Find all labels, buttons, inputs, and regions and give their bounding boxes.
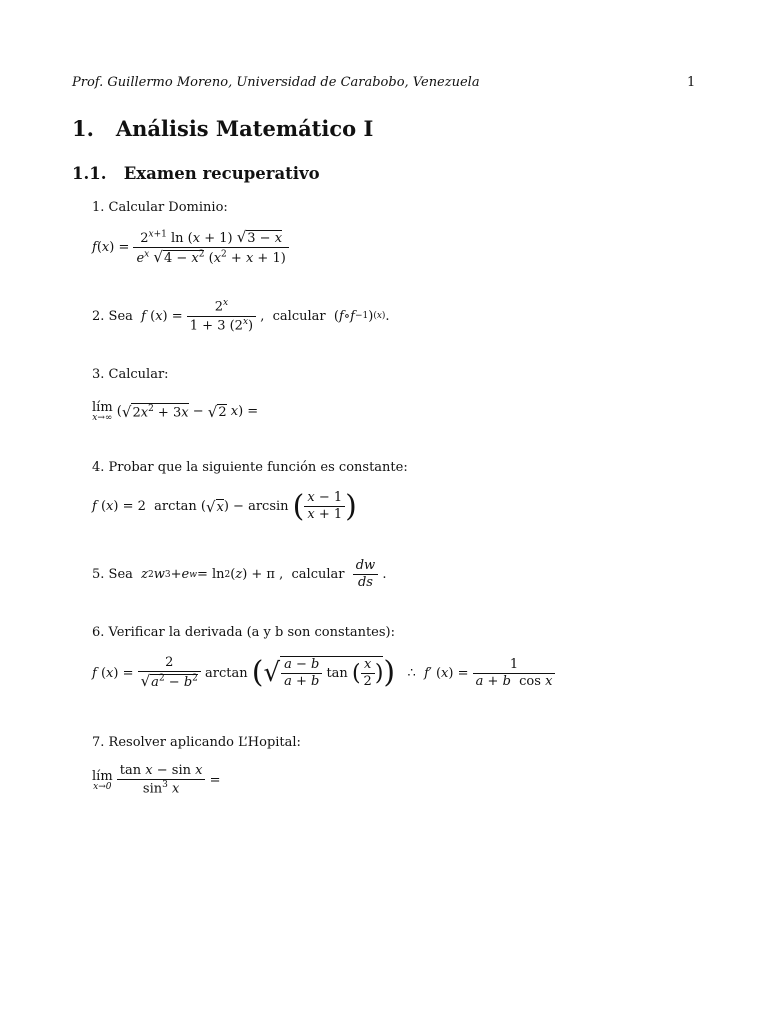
- problem-2-after: calcular: [272, 308, 326, 324]
- problem-1-fraction: $\frac{2^{x+1} \ln (x + 1) √3 - x}{e^x √4 - x^2 (x^2 + x + 1)}$: [133, 228, 288, 268]
- section-title: [72, 116, 373, 141]
- problem-4-label: 4. Probar que la siguiente función es constante:: [92, 460, 408, 475]
- problem-2-fraction: $\frac{2^x}{1 + 3 (2^x)}$: [187, 298, 256, 334]
- problem-7-formula: lím x→0 $\frac{\text{tan x − sin x}}{\sin^3 x}$ =: [92, 763, 221, 797]
- problem-5-after: calcular: [291, 567, 345, 583]
- problem-3-label: 3. Calcular:: [92, 367, 169, 382]
- page-number: 1: [687, 75, 696, 90]
- problem-4-formula: f ( x ) = 2 arctan ( √ x ) − arcsin ( $\frac{x - 1}{x + 1}$ ): [92, 488, 357, 524]
- problem-1-formula: f ( x ) = $\frac{2^{x+1} \ln (x + 1) √3 - x}{e^x √4 - x^2 (x^2 + x + 1)}$: [92, 228, 289, 268]
- header-author: Prof. Guillermo Moreno, Universidad de Carabobo, Venezuela: [72, 75, 480, 90]
- problem-5-line: 5. Sea z 2 w 3 + e w = ln 2 ( z ) + π , calcular $\frac{dw}{ds}$ .: [92, 558, 387, 591]
- problem-1-label: 1. Calcular Dominio:: [92, 200, 228, 215]
- problem-6-result-fraction: $\frac{1}{\text{a + b cos x}}$: [473, 657, 556, 691]
- problem-5-label: 5. Sea: [92, 567, 133, 583]
- problem-4-fraction: $\frac{x - 1}{x + 1}$: [304, 490, 345, 524]
- problem-6-fraction: $\frac{2}{√a^2 - b^2}$: [138, 655, 201, 692]
- subsection-number: 1.1.: [72, 164, 107, 183]
- problem-6-label: 6. Verificar la derivada (a y b son constantes):: [92, 625, 395, 640]
- problem-6-formula: f ( x ) = $\frac{2}{√a^2 - b^2}$ arctan ( √ $\frac{a - b}{a + b}$ tan ( $\frac{x}{2}$ ) ) ∴ f ′ ( x ) = $\frac{1}{\text{a + b cos x}}$: [92, 655, 555, 692]
- problem-2-line: 2. Sea f ( x ) = $\frac{2^x}{1 + 3 (2^x)}$ , calcular ( f ∘ f −1 ) (x) .: [92, 298, 390, 333]
- problem-3-formula: lím x→∞ ( √ $2x^2 + 3x$ − √ 2 x ) =: [92, 400, 259, 423]
- problem-7-label: 7. Resolver aplicando L’Hopital:: [92, 735, 301, 750]
- subsection-title: [72, 164, 320, 183]
- problem-2-label: 2. Sea: [92, 308, 133, 324]
- section-title-text: Análisis Matemático I: [115, 116, 374, 141]
- section-number: 1.: [72, 116, 94, 141]
- subsection-title-text: Examen recuperativo: [123, 164, 320, 183]
- problem-5-derivative: $\frac{dw}{ds}$: [353, 558, 378, 592]
- problem-7-fraction: $\frac{\text{tan x − sin x}}{\sin^3 x}$: [117, 763, 206, 798]
